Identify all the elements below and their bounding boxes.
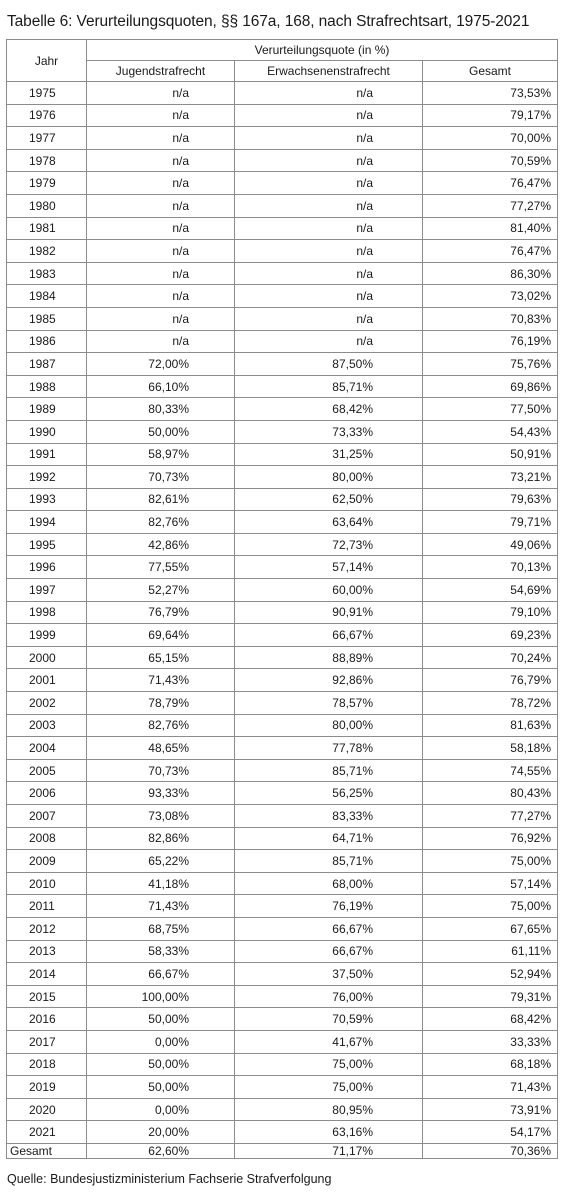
gesamt-cell: 76,79% xyxy=(423,669,558,692)
year-cell: 2020 xyxy=(7,1098,87,1121)
erwachsenenstrafrecht-cell: 80,95% xyxy=(235,1098,423,1121)
table-row xyxy=(7,307,558,330)
year-cell: 2000 xyxy=(7,646,87,669)
year-cell: 1989 xyxy=(7,398,87,421)
table-row xyxy=(7,443,558,466)
jugendstrafrecht-cell: 66,67% xyxy=(87,963,235,986)
table-row xyxy=(7,149,558,172)
gesamt-cell: 79,10% xyxy=(423,601,558,624)
erwachsenenstrafrecht-cell: 80,00% xyxy=(235,714,423,737)
table-row xyxy=(7,533,558,556)
year-cell: 2007 xyxy=(7,805,87,828)
erwachsenenstrafrecht-cell: n/a xyxy=(235,149,423,172)
erwachsenenstrafrecht-cell: 68,00% xyxy=(235,872,423,895)
gesamt-cell: 76,47% xyxy=(423,240,558,263)
jugendstrafrecht-cell: 80,33% xyxy=(87,398,235,421)
year-cell: 1984 xyxy=(7,285,87,308)
table-row xyxy=(7,827,558,850)
total-jugendstrafrecht: 62,60% xyxy=(87,1143,235,1158)
gesamt-cell: 69,23% xyxy=(423,624,558,647)
table-row xyxy=(7,692,558,715)
gesamt-cell: 73,91% xyxy=(423,1098,558,1121)
jugendstrafrecht-cell: n/a xyxy=(87,217,235,240)
erwachsenenstrafrecht-cell: 66,67% xyxy=(235,917,423,940)
year-cell: 1996 xyxy=(7,556,87,579)
jugendstrafrecht-cell: n/a xyxy=(87,307,235,330)
erwachsenenstrafrecht-cell: 31,25% xyxy=(235,443,423,466)
jugendstrafrecht-cell: n/a xyxy=(87,127,235,150)
header-group-rate: Verurteilungsquote (in %) xyxy=(87,40,558,61)
gesamt-cell: 50,91% xyxy=(423,443,558,466)
erwachsenenstrafrecht-cell: 85,71% xyxy=(235,375,423,398)
gesamt-cell: 79,31% xyxy=(423,985,558,1008)
erwachsenenstrafrecht-cell: 78,57% xyxy=(235,692,423,715)
jugendstrafrecht-cell: n/a xyxy=(87,172,235,195)
gesamt-cell: 76,19% xyxy=(423,330,558,353)
table-row xyxy=(7,759,558,782)
jugendstrafrecht-cell: 82,61% xyxy=(87,488,235,511)
gesamt-cell: 76,47% xyxy=(423,172,558,195)
erwachsenenstrafrecht-cell: 56,25% xyxy=(235,782,423,805)
erwachsenenstrafrecht-cell: 70,59% xyxy=(235,1008,423,1031)
table-row xyxy=(7,1008,558,1031)
jugendstrafrecht-cell: 50,00% xyxy=(87,1053,235,1076)
year-cell: 2005 xyxy=(7,759,87,782)
erwachsenenstrafrecht-cell: n/a xyxy=(235,104,423,127)
erwachsenenstrafrecht-cell: 88,89% xyxy=(235,646,423,669)
jugendstrafrecht-cell: 0,00% xyxy=(87,1030,235,1053)
jugendstrafrecht-cell: 65,22% xyxy=(87,850,235,873)
erwachsenenstrafrecht-cell: n/a xyxy=(235,194,423,217)
total-gesamt: 70,36% xyxy=(423,1143,558,1158)
erwachsenenstrafrecht-cell: n/a xyxy=(235,330,423,353)
table-row xyxy=(7,398,558,421)
gesamt-cell: 69,86% xyxy=(423,375,558,398)
jugendstrafrecht-cell: 77,55% xyxy=(87,556,235,579)
year-cell: 2009 xyxy=(7,850,87,873)
jugendstrafrecht-cell: 48,65% xyxy=(87,737,235,760)
gesamt-cell: 78,72% xyxy=(423,692,558,715)
year-cell: 2011 xyxy=(7,895,87,918)
jugendstrafrecht-cell: n/a xyxy=(87,82,235,105)
table-row xyxy=(7,1121,558,1144)
table-title: Tabelle 6: Verurteilungsquoten, §§ 167a, 168, nach Strafrechtsart, 1975-2021 xyxy=(7,13,530,30)
conviction-rate-table xyxy=(6,39,558,1159)
erwachsenenstrafrecht-cell: 66,67% xyxy=(235,624,423,647)
jugendstrafrecht-cell: 58,33% xyxy=(87,940,235,963)
table-row xyxy=(7,850,558,873)
year-cell: 1992 xyxy=(7,466,87,489)
erwachsenenstrafrecht-cell: n/a xyxy=(235,285,423,308)
gesamt-cell: 73,21% xyxy=(423,466,558,489)
erwachsenenstrafrecht-cell: 64,71% xyxy=(235,827,423,850)
jugendstrafrecht-cell: 71,43% xyxy=(87,669,235,692)
jugendstrafrecht-cell: 52,27% xyxy=(87,579,235,602)
erwachsenenstrafrecht-cell: n/a xyxy=(235,262,423,285)
table-row xyxy=(7,737,558,760)
header-erwachsenenstrafrecht: Erwachsenenstrafrecht xyxy=(235,61,423,82)
source-note: Quelle: Bundesjustizministerium Fachserie Strafverfolgung xyxy=(7,1172,332,1186)
jugendstrafrecht-cell: 72,00% xyxy=(87,353,235,376)
table-row xyxy=(7,285,558,308)
table-row xyxy=(7,488,558,511)
year-cell: 2018 xyxy=(7,1053,87,1076)
table-row xyxy=(7,985,558,1008)
gesamt-cell: 54,69% xyxy=(423,579,558,602)
jugendstrafrecht-cell: 50,00% xyxy=(87,1008,235,1031)
year-cell: 2021 xyxy=(7,1121,87,1144)
table-row xyxy=(7,420,558,443)
table-row xyxy=(7,646,558,669)
year-cell: 1991 xyxy=(7,443,87,466)
year-cell: 2010 xyxy=(7,872,87,895)
erwachsenenstrafrecht-cell: 75,00% xyxy=(235,1053,423,1076)
erwachsenenstrafrecht-cell: 62,50% xyxy=(235,488,423,511)
table-row xyxy=(7,104,558,127)
header-gesamt: Gesamt xyxy=(423,61,558,82)
year-cell: 1976 xyxy=(7,104,87,127)
gesamt-cell: 54,43% xyxy=(423,420,558,443)
jugendstrafrecht-cell: n/a xyxy=(87,104,235,127)
table-row xyxy=(7,262,558,285)
table-row xyxy=(7,1030,558,1053)
erwachsenenstrafrecht-cell: 73,33% xyxy=(235,420,423,443)
year-cell: 1978 xyxy=(7,149,87,172)
erwachsenenstrafrecht-cell: 92,86% xyxy=(235,669,423,692)
jugendstrafrecht-cell: 78,79% xyxy=(87,692,235,715)
gesamt-cell: 70,00% xyxy=(423,127,558,150)
jugendstrafrecht-cell: 20,00% xyxy=(87,1121,235,1144)
year-cell: 2004 xyxy=(7,737,87,760)
gesamt-cell: 77,27% xyxy=(423,194,558,217)
gesamt-cell: 86,30% xyxy=(423,262,558,285)
jugendstrafrecht-cell: n/a xyxy=(87,285,235,308)
year-cell: 1998 xyxy=(7,601,87,624)
jugendstrafrecht-cell: 100,00% xyxy=(87,985,235,1008)
table-row xyxy=(7,375,558,398)
gesamt-cell: 71,43% xyxy=(423,1076,558,1099)
jugendstrafrecht-cell: n/a xyxy=(87,262,235,285)
jugendstrafrecht-cell: 68,75% xyxy=(87,917,235,940)
year-cell: 2016 xyxy=(7,1008,87,1031)
erwachsenenstrafrecht-cell: 41,67% xyxy=(235,1030,423,1053)
erwachsenenstrafrecht-cell: n/a xyxy=(235,82,423,105)
year-cell: 1985 xyxy=(7,307,87,330)
year-cell: 2008 xyxy=(7,827,87,850)
table-row xyxy=(7,963,558,986)
total-row xyxy=(7,1143,558,1158)
erwachsenenstrafrecht-cell: 68,42% xyxy=(235,398,423,421)
gesamt-cell: 79,63% xyxy=(423,488,558,511)
gesamt-cell: 70,24% xyxy=(423,646,558,669)
year-cell: 1975 xyxy=(7,82,87,105)
year-cell: 2003 xyxy=(7,714,87,737)
table-row xyxy=(7,601,558,624)
total-label: Gesamt xyxy=(7,1143,87,1158)
jugendstrafrecht-cell: n/a xyxy=(87,240,235,263)
jugendstrafrecht-cell: 73,08% xyxy=(87,805,235,828)
erwachsenenstrafrecht-cell: n/a xyxy=(235,307,423,330)
table-row xyxy=(7,624,558,647)
jugendstrafrecht-cell: 50,00% xyxy=(87,420,235,443)
erwachsenenstrafrecht-cell: 76,19% xyxy=(235,895,423,918)
jugendstrafrecht-cell: 82,86% xyxy=(87,827,235,850)
year-cell: 2006 xyxy=(7,782,87,805)
gesamt-cell: 68,18% xyxy=(423,1053,558,1076)
gesamt-cell: 61,11% xyxy=(423,940,558,963)
year-cell: 2017 xyxy=(7,1030,87,1053)
year-cell: 1997 xyxy=(7,579,87,602)
year-cell: 1986 xyxy=(7,330,87,353)
year-cell: 1994 xyxy=(7,511,87,534)
jugendstrafrecht-cell: 82,76% xyxy=(87,511,235,534)
table-row xyxy=(7,556,558,579)
jugendstrafrecht-cell: 41,18% xyxy=(87,872,235,895)
erwachsenenstrafrecht-cell: 80,00% xyxy=(235,466,423,489)
erwachsenenstrafrecht-cell: 85,71% xyxy=(235,759,423,782)
total-erwachsenenstrafrecht: 71,17% xyxy=(235,1143,423,1158)
header-year: Jahr xyxy=(7,40,87,82)
erwachsenenstrafrecht-cell: 60,00% xyxy=(235,579,423,602)
gesamt-cell: 67,65% xyxy=(423,917,558,940)
gesamt-cell: 80,43% xyxy=(423,782,558,805)
erwachsenenstrafrecht-cell: 77,78% xyxy=(235,737,423,760)
year-cell: 1990 xyxy=(7,420,87,443)
gesamt-cell: 68,42% xyxy=(423,1008,558,1031)
table-row xyxy=(7,353,558,376)
table-body xyxy=(7,82,558,1144)
jugendstrafrecht-cell: 42,86% xyxy=(87,533,235,556)
jugendstrafrecht-cell: 70,73% xyxy=(87,759,235,782)
table-row xyxy=(7,782,558,805)
year-cell: 2012 xyxy=(7,917,87,940)
table-row xyxy=(7,1053,558,1076)
table-row xyxy=(7,172,558,195)
year-cell: 2019 xyxy=(7,1076,87,1099)
erwachsenenstrafrecht-cell: 66,67% xyxy=(235,940,423,963)
jugendstrafrecht-cell: 50,00% xyxy=(87,1076,235,1099)
year-cell: 1979 xyxy=(7,172,87,195)
year-cell: 1980 xyxy=(7,194,87,217)
table-row xyxy=(7,194,558,217)
table-row xyxy=(7,240,558,263)
table-row xyxy=(7,330,558,353)
gesamt-cell: 79,17% xyxy=(423,104,558,127)
table-row xyxy=(7,579,558,602)
jugendstrafrecht-cell: 66,10% xyxy=(87,375,235,398)
gesamt-cell: 70,59% xyxy=(423,149,558,172)
year-cell: 1995 xyxy=(7,533,87,556)
gesamt-cell: 58,18% xyxy=(423,737,558,760)
year-cell: 1993 xyxy=(7,488,87,511)
jugendstrafrecht-cell: 71,43% xyxy=(87,895,235,918)
year-cell: 1987 xyxy=(7,353,87,376)
gesamt-cell: 79,71% xyxy=(423,511,558,534)
year-cell: 2013 xyxy=(7,940,87,963)
table-row xyxy=(7,466,558,489)
table-header xyxy=(7,40,558,82)
year-cell: 1983 xyxy=(7,262,87,285)
gesamt-cell: 54,17% xyxy=(423,1121,558,1144)
erwachsenenstrafrecht-cell: n/a xyxy=(235,240,423,263)
jugendstrafrecht-cell: n/a xyxy=(87,149,235,172)
gesamt-cell: 33,33% xyxy=(423,1030,558,1053)
table-row xyxy=(7,940,558,963)
erwachsenenstrafrecht-cell: 76,00% xyxy=(235,985,423,1008)
year-cell: 2002 xyxy=(7,692,87,715)
year-cell: 1999 xyxy=(7,624,87,647)
table-row xyxy=(7,714,558,737)
table-row xyxy=(7,1076,558,1099)
erwachsenenstrafrecht-cell: 90,91% xyxy=(235,601,423,624)
erwachsenenstrafrecht-cell: 85,71% xyxy=(235,850,423,873)
jugendstrafrecht-cell: 76,79% xyxy=(87,601,235,624)
gesamt-cell: 81,63% xyxy=(423,714,558,737)
jugendstrafrecht-cell: 65,15% xyxy=(87,646,235,669)
table-row xyxy=(7,872,558,895)
table-row xyxy=(7,217,558,240)
gesamt-cell: 49,06% xyxy=(423,533,558,556)
erwachsenenstrafrecht-cell: 63,64% xyxy=(235,511,423,534)
header-row-group xyxy=(7,40,558,61)
gesamt-cell: 77,27% xyxy=(423,805,558,828)
year-cell: 2001 xyxy=(7,669,87,692)
erwachsenenstrafrecht-cell: 57,14% xyxy=(235,556,423,579)
gesamt-cell: 75,00% xyxy=(423,895,558,918)
gesamt-cell: 73,02% xyxy=(423,285,558,308)
gesamt-cell: 76,92% xyxy=(423,827,558,850)
year-cell: 1988 xyxy=(7,375,87,398)
erwachsenenstrafrecht-cell: n/a xyxy=(235,172,423,195)
header-row-columns xyxy=(7,61,558,82)
gesamt-cell: 81,40% xyxy=(423,217,558,240)
gesamt-cell: 70,13% xyxy=(423,556,558,579)
jugendstrafrecht-cell: 69,64% xyxy=(87,624,235,647)
jugendstrafrecht-cell: 58,97% xyxy=(87,443,235,466)
erwachsenenstrafrecht-cell: 72,73% xyxy=(235,533,423,556)
year-cell: 2014 xyxy=(7,963,87,986)
table-row xyxy=(7,511,558,534)
gesamt-cell: 77,50% xyxy=(423,398,558,421)
erwachsenenstrafrecht-cell: n/a xyxy=(235,217,423,240)
jugendstrafrecht-cell: 82,76% xyxy=(87,714,235,737)
erwachsenenstrafrecht-cell: 63,16% xyxy=(235,1121,423,1144)
jugendstrafrecht-cell: 93,33% xyxy=(87,782,235,805)
table-row xyxy=(7,82,558,105)
erwachsenenstrafrecht-cell: 75,00% xyxy=(235,1076,423,1099)
erwachsenenstrafrecht-cell: n/a xyxy=(235,127,423,150)
table-row xyxy=(7,917,558,940)
gesamt-cell: 70,83% xyxy=(423,307,558,330)
gesamt-cell: 75,00% xyxy=(423,850,558,873)
erwachsenenstrafrecht-cell: 83,33% xyxy=(235,805,423,828)
table-row xyxy=(7,895,558,918)
table-footer xyxy=(7,1143,558,1158)
year-cell: 2015 xyxy=(7,985,87,1008)
jugendstrafrecht-cell: n/a xyxy=(87,194,235,217)
gesamt-cell: 75,76% xyxy=(423,353,558,376)
table-row xyxy=(7,805,558,828)
jugendstrafrecht-cell: 70,73% xyxy=(87,466,235,489)
table-row xyxy=(7,1098,558,1121)
year-cell: 1982 xyxy=(7,240,87,263)
gesamt-cell: 74,55% xyxy=(423,759,558,782)
jugendstrafrecht-cell: n/a xyxy=(87,330,235,353)
jugendstrafrecht-cell: 0,00% xyxy=(87,1098,235,1121)
table-row xyxy=(7,669,558,692)
erwachsenenstrafrecht-cell: 87,50% xyxy=(235,353,423,376)
gesamt-cell: 52,94% xyxy=(423,963,558,986)
table-row xyxy=(7,127,558,150)
gesamt-cell: 73,53% xyxy=(423,82,558,105)
year-cell: 1981 xyxy=(7,217,87,240)
erwachsenenstrafrecht-cell: 37,50% xyxy=(235,963,423,986)
gesamt-cell: 57,14% xyxy=(423,872,558,895)
year-cell: 1977 xyxy=(7,127,87,150)
header-jugendstrafrecht: Jugendstrafrecht xyxy=(87,61,235,82)
